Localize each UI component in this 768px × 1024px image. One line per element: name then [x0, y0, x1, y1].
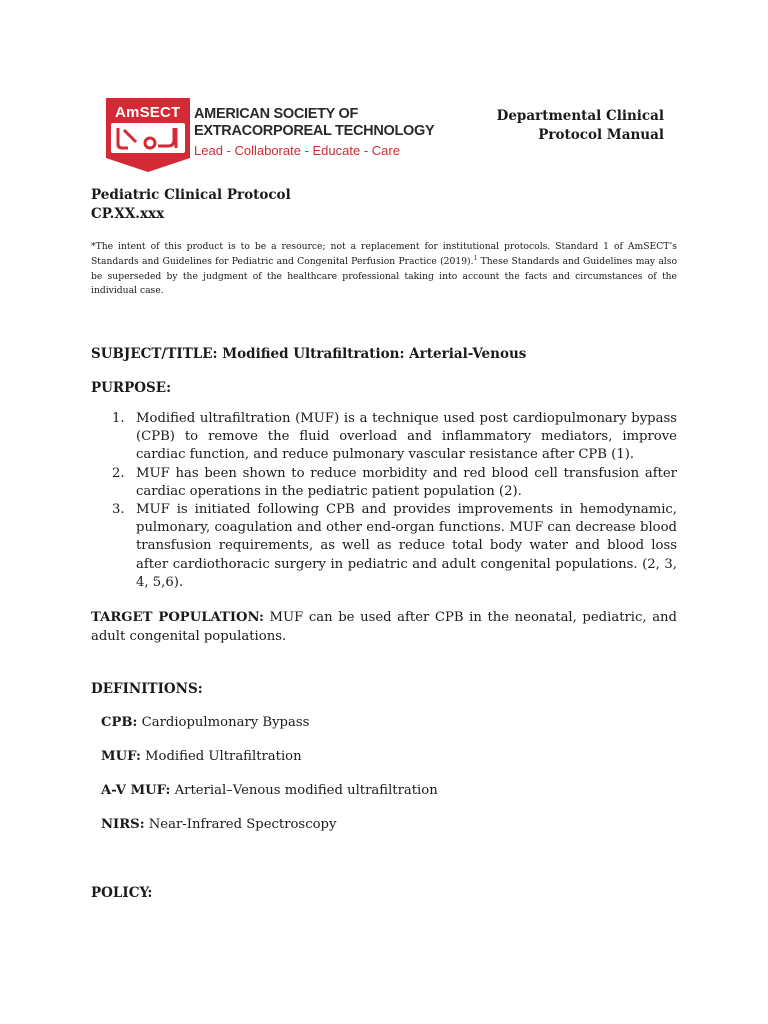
purpose-list — [91, 410, 677, 592]
definition-item — [101, 714, 309, 732]
protocol-code: CP.XX.xxx — [91, 205, 165, 222]
policy-heading: POLICY: — [91, 885, 153, 901]
logo-brand-text: AmSECT — [115, 104, 181, 121]
definition-term: A-V MUF: — [101, 783, 171, 798]
logo-society-line2: EXTRACORPOREAL TECHNOLOGY — [194, 123, 435, 139]
department-line2: Protocol Manual — [538, 126, 664, 143]
definition-desc: Near-Infrared Spectroscopy — [144, 817, 337, 832]
list-item — [91, 465, 677, 501]
disclaimer-text-b: These Standards and Guidelines may also be superseded by the judgment of the healthcare professional taking into account the facts and circumstances of the individual case. — [91, 255, 677, 297]
list-item-number: 3. — [112, 502, 125, 518]
target-population-label: TARGET POPULATION: — [91, 610, 264, 625]
amsect-logo — [106, 98, 435, 172]
list-item-number: 2. — [112, 465, 125, 481]
definition-item — [101, 748, 302, 766]
department-line1: Departmental Clinical — [496, 108, 664, 124]
definition-item — [101, 816, 336, 834]
list-item-text: MUF has been shown to reduce morbidity and red blood cell transfusion after cardiac operations in the pediatric patient population (2). — [136, 465, 677, 499]
definition-desc: Cardiopulmonary Bypass — [137, 715, 310, 730]
definition-term: NIRS: — [101, 817, 145, 832]
definition-desc: Arterial–Venous modified ultrafiltration — [170, 783, 438, 798]
protocol-title-block — [91, 186, 291, 223]
definition-term: CPB: — [101, 715, 138, 730]
definition-item — [101, 782, 438, 800]
definition-desc: Modified Ultrafiltration — [140, 749, 302, 764]
purpose-heading: PURPOSE: — [91, 380, 172, 396]
logo-tagline: Lead - Collaborate - Educate - Care — [194, 143, 400, 158]
list-item-text: MUF is initiated following CPB and provides improvements in hemodynamic, pulmonary, coagulation and other end-organ functions. MUF can decrease blood transfusion requirements, as well as reduce total body water and blood loss after cardiothoracic surgery in pediatric and adult congenital populations. (2, 3, 4, 5,6). — [136, 502, 677, 590]
disclaimer-footnote-ref: 1 — [473, 254, 478, 262]
definitions-heading: DEFINITIONS: — [91, 681, 203, 697]
list-item-number: 1. — [112, 411, 125, 426]
target-population — [91, 608, 677, 646]
list-item — [91, 410, 677, 465]
target-population-text: MUF can be used after CPB in the neonatal, pediatric, and adult congenital populations. — [91, 610, 677, 644]
subject-title: SUBJECT/TITLE: Modified Ultrafiltration: Arterial-Venous — [91, 346, 527, 362]
logo-society-line1: AMERICAN SOCIETY OF — [194, 106, 359, 122]
list-item-text: Modified ultrafiltration (MUF) is a technique used post cardiopulmonary bypass (CPB) to remove the fluid overload and inflammatory mediators, improve cardiac function, and reduce pulmonary vascular resistance after CPB (1). — [136, 411, 677, 463]
protocol-title: Pediatric Clinical Protocol — [91, 187, 291, 203]
definition-term: MUF: — [101, 749, 141, 764]
disclaimer — [91, 240, 677, 299]
list-item — [91, 501, 677, 592]
disclaimer-text-a: *The intent of this product is to be a resource; not a replacement for institutional protocols. Standard 1 of AmSECT’s Standards and Guidelines for Pediatric and Congenital Perfusion Practice (2019). — [91, 241, 677, 267]
department-header — [497, 107, 664, 144]
